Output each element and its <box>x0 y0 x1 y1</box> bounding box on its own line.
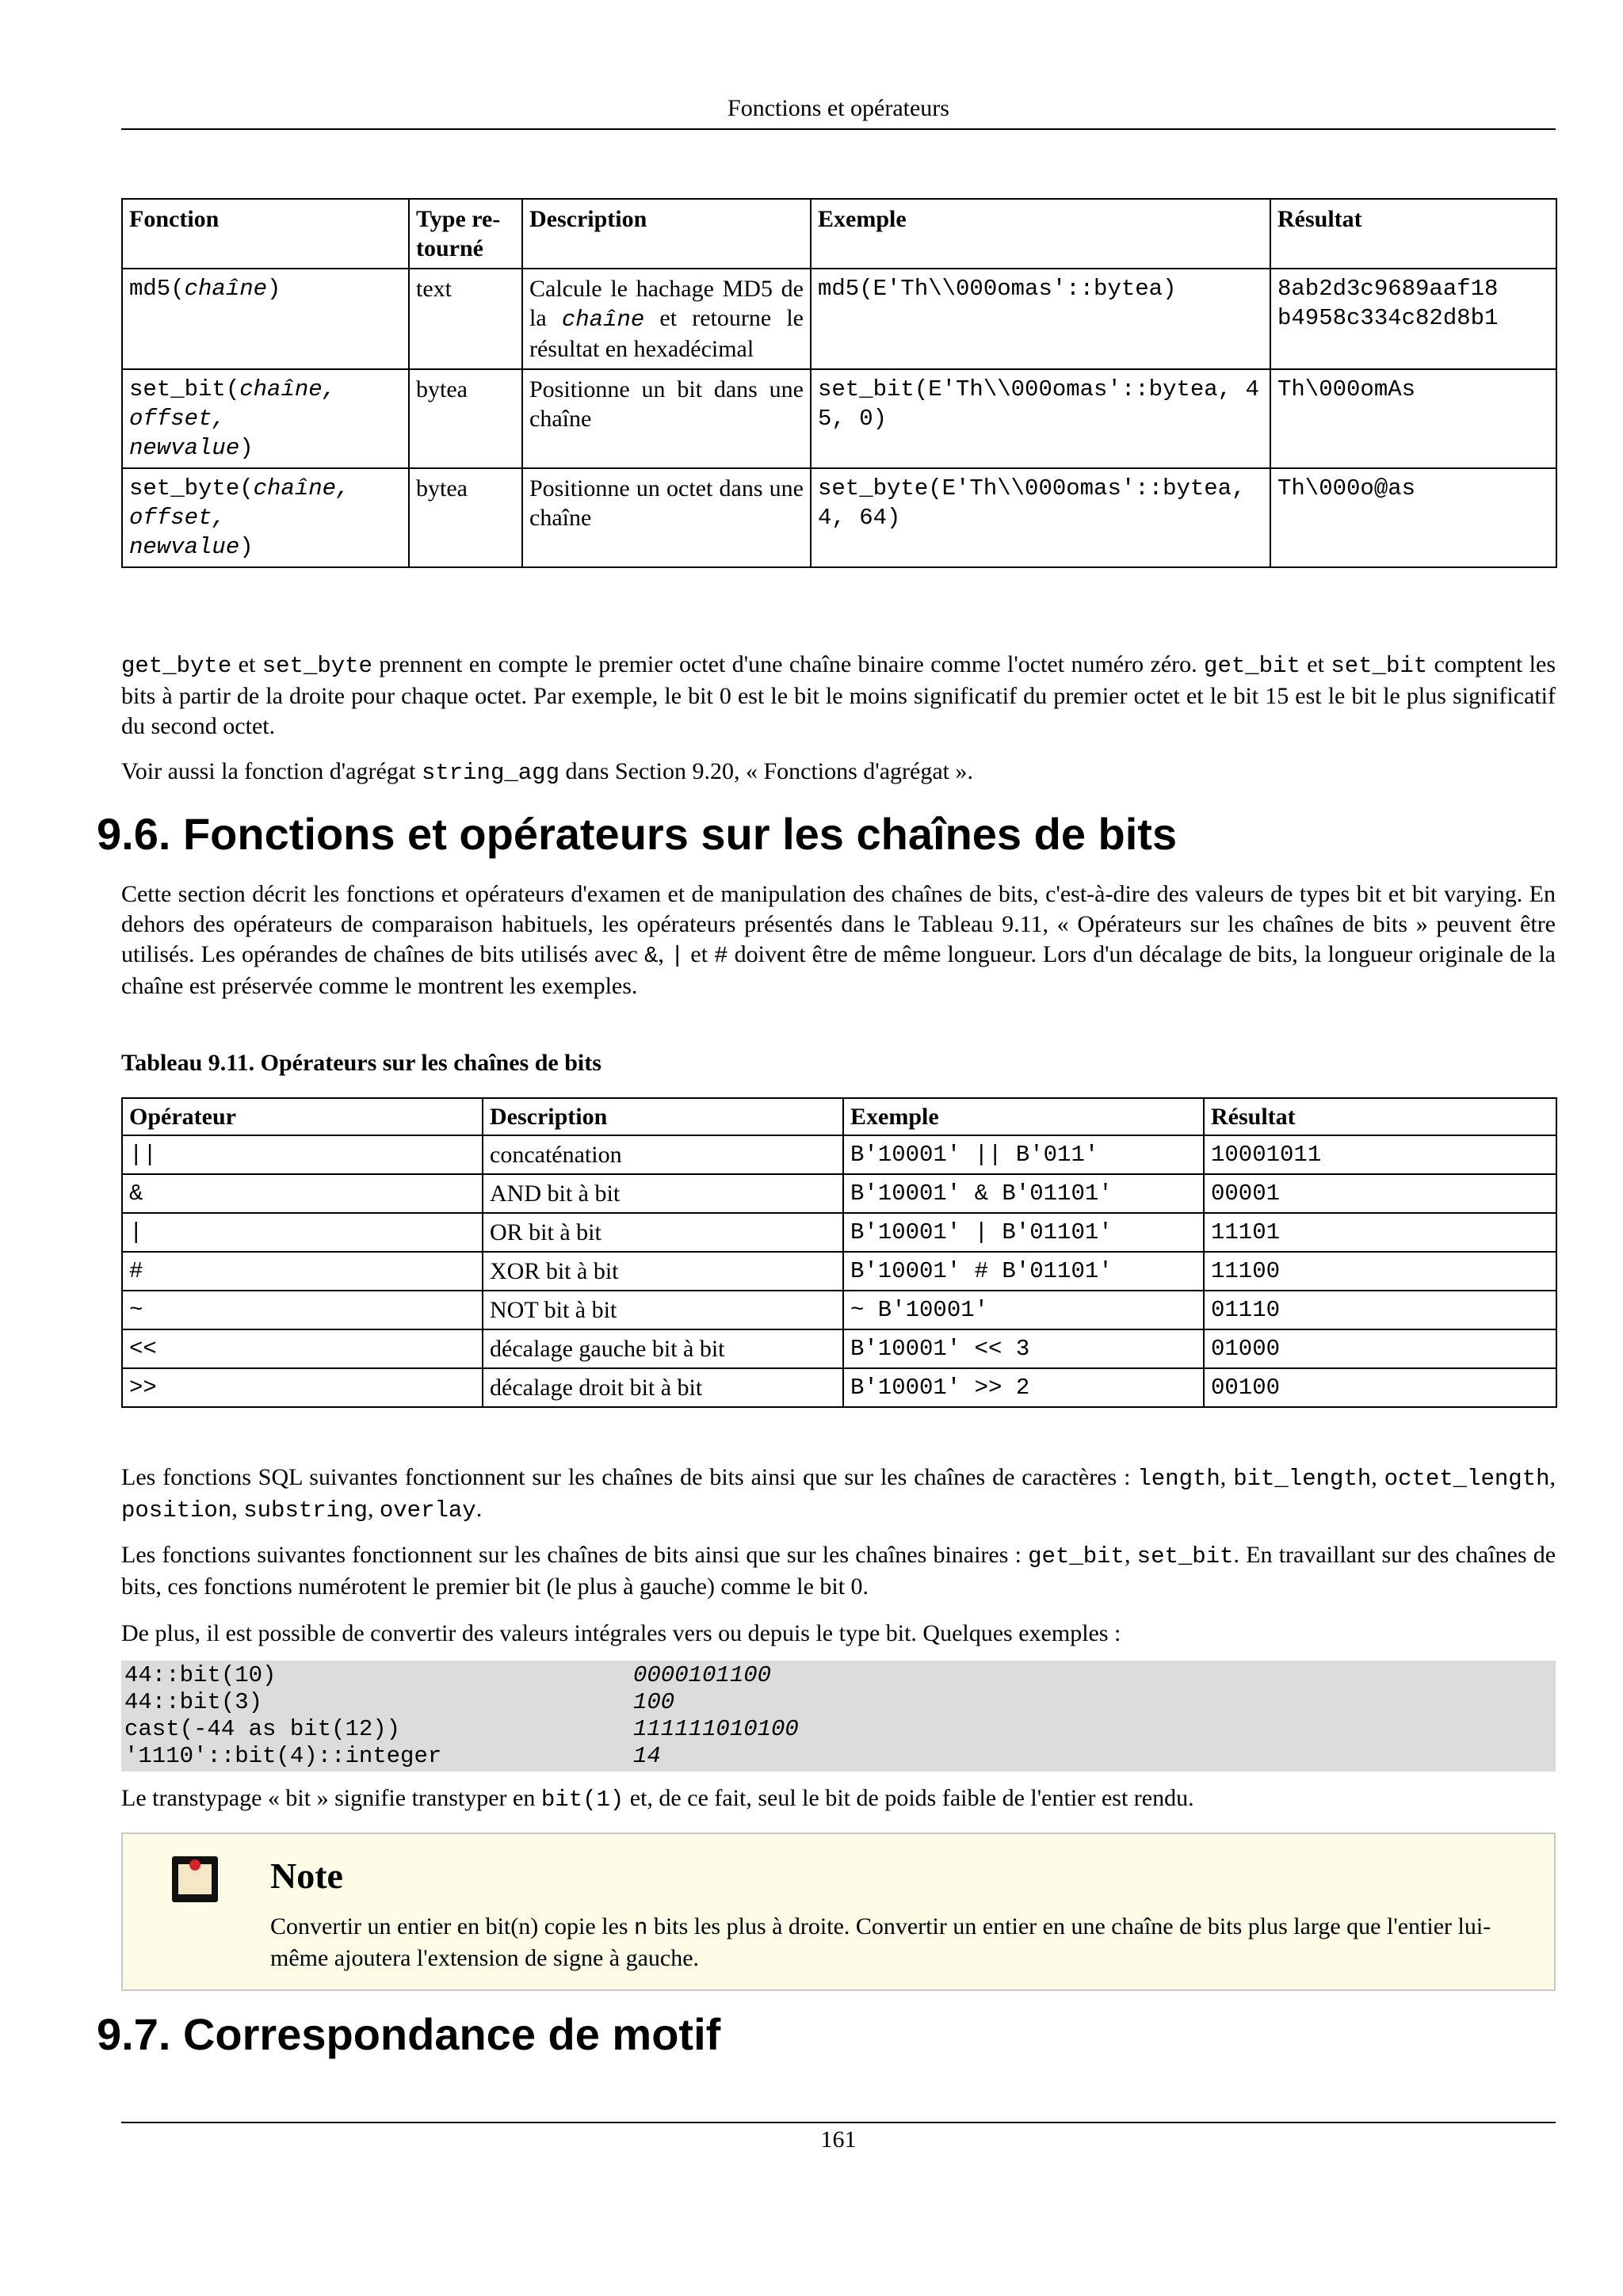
function-cell: set_byte(chaîne, offset, newvalue) <box>122 468 409 567</box>
result-cell: 10001011 <box>1204 1135 1556 1174</box>
note-text: Convertir un entier en bit(n) copie les n bits les plus à droite. Convertir un entier en une chaîne de bits plus large que l'entier lui-même ajoutera l'extension de signe à gauche. <box>270 1913 1491 1971</box>
example-cell: set_byte(E'Th\\000omas'::bytea, 4, 64) <box>811 468 1270 567</box>
description-cell: Positionne un bit dans une chaîne <box>522 369 811 468</box>
paragraph-section-intro: Cette section décrit les fonctions et opérateurs d'examen et de manipulation des chaînes de bits, c'est-à-dire des valeurs de types bit et bit varying. En dehors des opérateurs de comparaison habituels, les opérateurs présentés dans le Tableau 9.11, « Opérateurs sur les chaînes de bits » peuvent être utilisés. Les opérandes de chaînes de bits utilisés avec &, | et # doivent être de même longueur. Lors d'un décalage de bits, la longueur originale de la chaîne est préservée comme le montrent les exemples. <box>121 881 1556 999</box>
paragraph-cast-note: Le transtypage « bit » signifie transtyper en bit(1) et, de ce fait, seul le bit de poids faible de l'entier est rendu. <box>121 1785 1194 1813</box>
page-number: 161 <box>820 2126 857 2153</box>
column-header: Description <box>522 199 811 269</box>
functions-table <box>121 198 1557 568</box>
description-cell: Calcule le hachage MD5 de la chaîne et retourne le résultat en hexadécimal <box>522 269 811 369</box>
example-cell: md5(E'Th\\000omas'::bytea) <box>811 269 1270 369</box>
example-cell: B'10001' # B'01101' <box>843 1252 1204 1291</box>
description-cell: OR bit à bit <box>483 1213 843 1252</box>
table-row <box>122 1213 1556 1252</box>
section-heading-9-7: 9.7. Correspondance de motif <box>97 2009 721 2059</box>
operator-cell: >> <box>122 1368 483 1407</box>
result-cell: Th\000omAs <box>1270 369 1556 468</box>
table-row <box>122 1135 1556 1174</box>
operator-cell: << <box>122 1329 483 1368</box>
column-header: Résultat <box>1204 1098 1556 1135</box>
result-cell: 00001 <box>1204 1174 1556 1213</box>
example-cell: B'10001' << 3 <box>843 1329 1204 1368</box>
result-cell: Th\000o@as <box>1270 468 1556 567</box>
description-cell: décalage gauche bit à bit <box>483 1329 843 1368</box>
result-cell: 11101 <box>1204 1213 1556 1252</box>
paragraph-conversion: De plus, il est possible de convertir des valeurs intégrales vers ou depuis le type bit. Quelques exemples : <box>121 1620 1121 1646</box>
description-cell: décalage droit bit à bit <box>483 1368 843 1407</box>
description-cell: concaténation <box>483 1135 843 1174</box>
table-row <box>122 1291 1556 1329</box>
column-header: Opérateur <box>122 1098 483 1135</box>
example-cell: B'10001' || B'011' <box>843 1135 1204 1174</box>
example-cell: B'10001' & B'01101' <box>843 1174 1204 1213</box>
example-cell: ~ B'10001' <box>843 1291 1204 1329</box>
result-cell: 01000 <box>1204 1329 1556 1368</box>
column-header: Exemple <box>811 199 1270 269</box>
table-header-row <box>122 1098 1556 1135</box>
table-row <box>122 369 1556 468</box>
result-cell: 11100 <box>1204 1252 1556 1291</box>
column-header: Résultat <box>1270 199 1556 269</box>
example-cell: B'10001' | B'01101' <box>843 1213 1204 1252</box>
note-title: Note <box>270 1855 343 1896</box>
operator-cell: | <box>122 1213 483 1252</box>
header-rule <box>121 128 1556 130</box>
operator-cell: ~ <box>122 1291 483 1329</box>
result-cell: 01110 <box>1204 1291 1556 1329</box>
column-header: Fonction <box>122 199 409 269</box>
paragraph-binary-functions: Les fonctions suivantes fonctionnent sur les chaînes de bits ainsi que sur les chaînes binaires : get_bit, set_bit. En travaillant sur des chaînes de bits, ces fonctions numérotent le premier bit (le plus à gauche) comme le bit 0. <box>121 1542 1556 1600</box>
section-heading-9-6: 9.6. Fonctions et opérateurs sur les chaînes de bits <box>97 809 1178 859</box>
type-cell: text <box>409 269 522 369</box>
type-cell: bytea <box>409 468 522 567</box>
description-cell: Positionne un octet dans une chaîne <box>522 468 811 567</box>
example-cell: B'10001' >> 2 <box>843 1368 1204 1407</box>
table-row <box>122 269 1556 369</box>
table-caption: Tableau 9.11. Opérateurs sur les chaînes de bits <box>121 1050 601 1076</box>
table-row <box>122 468 1556 567</box>
paragraph-sql-functions: Les fonctions SQL suivantes fonctionnent sur les chaînes de bits ainsi que sur les chaînes de caractères : length, bit_length, octet_length, position, substring, overlay. <box>121 1464 1556 1524</box>
note-box <box>121 1833 1556 1991</box>
table-row <box>122 1368 1556 1407</box>
result-cell: 00100 <box>1204 1368 1556 1407</box>
function-cell: set_bit(chaîne, offset, newvalue) <box>122 369 409 468</box>
footer-rule <box>121 2122 1556 2123</box>
column-header: Exemple <box>843 1098 1204 1135</box>
table-row <box>122 1329 1556 1368</box>
table-row <box>122 1252 1556 1291</box>
description-cell: XOR bit à bit <box>483 1252 843 1291</box>
table-row <box>122 1174 1556 1213</box>
operator-cell: # <box>122 1252 483 1291</box>
paragraph-see-also: Voir aussi la fonction d'agrégat string_agg dans Section 9.20, « Fonctions d'agrégat ». <box>121 758 973 786</box>
type-cell: bytea <box>409 369 522 468</box>
bit-operators-table <box>121 1097 1557 1408</box>
example-cell: set_bit(E'Th\\000omas'::bytea, 45, 0) <box>811 369 1270 468</box>
result-cell: 8ab2d3c9689aaf18 b4958c334c82d8b1 <box>1270 269 1556 369</box>
code-example-block: 44::bit(10) 0000101100 44::bit(3) 100 cast(-44 as bit(12)) 111111010100 '1110'::bit(4)::integer 14 <box>121 1661 1556 1772</box>
page-header: Fonctions et opérateurs <box>727 95 949 121</box>
table-header-row <box>122 199 1556 269</box>
description-cell: AND bit à bit <box>483 1174 843 1213</box>
paragraph-byte-numbering: get_byte et set_byte prennent en compte le premier octet d'une chaîne binaire comme l'octet numéro zéro. get_bit et set_bit comptent les bits à partir de la droite pour chaque octet. Par exemple, le bit 0 est le bit le moins significatif du premier octet et le bit 15 est le bit le plus significatif du second octet. <box>121 651 1556 739</box>
column-header: Description <box>483 1098 843 1135</box>
description-cell: NOT bit à bit <box>483 1291 843 1329</box>
operator-cell: || <box>122 1135 483 1174</box>
column-header: Type re-tourné <box>409 199 522 269</box>
function-cell: md5(chaîne) <box>122 269 409 369</box>
note-icon <box>172 1856 218 1902</box>
operator-cell: & <box>122 1174 483 1213</box>
